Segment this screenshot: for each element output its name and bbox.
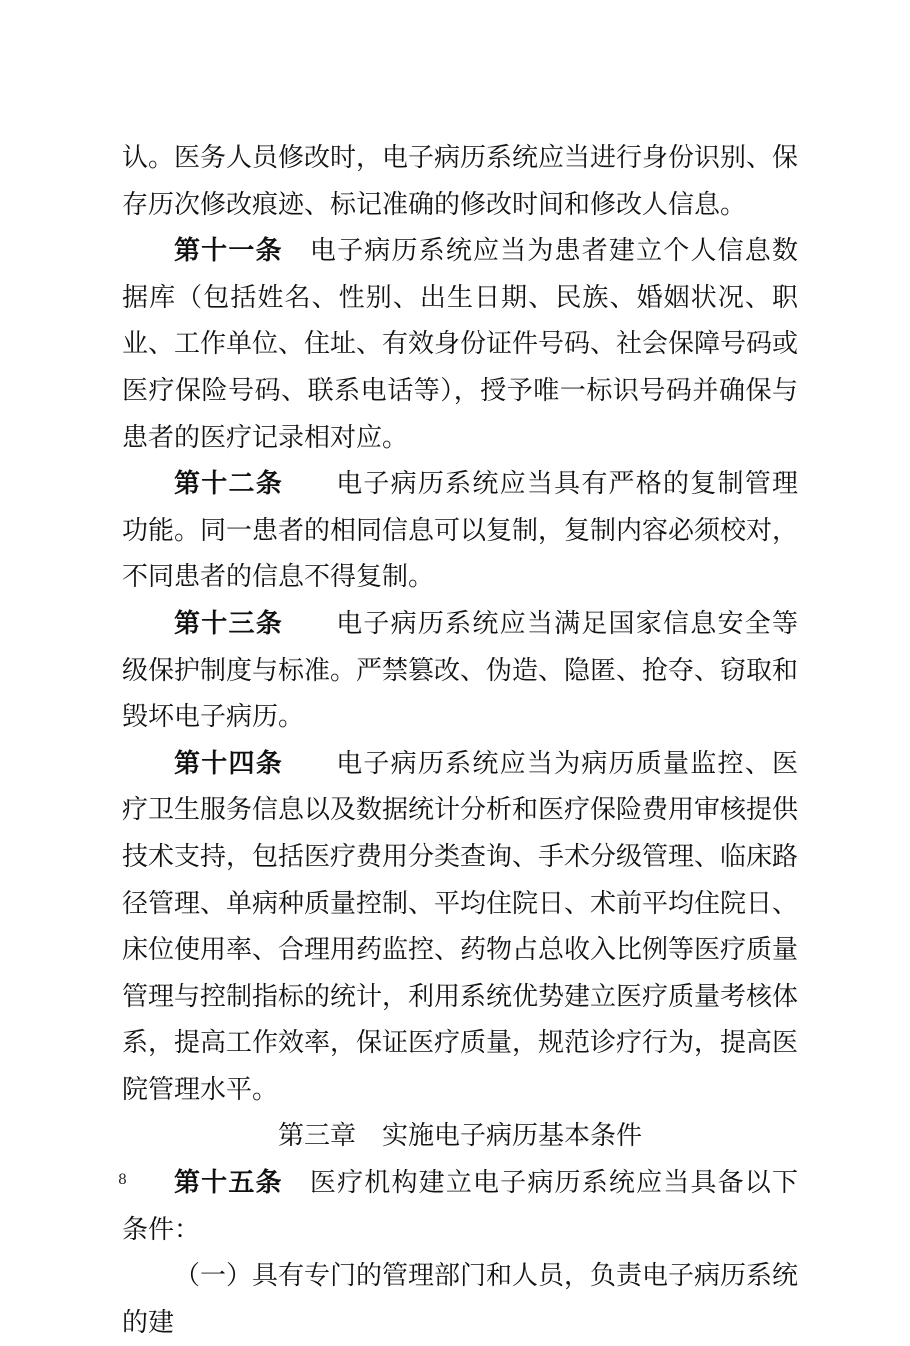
article-15-paragraph bbox=[122, 1160, 798, 1253]
article-12-paragraph bbox=[122, 461, 798, 601]
list-item-1: （一）具有专门的管理部门和人员，负责电子病历系统的建 bbox=[122, 1261, 799, 1338]
article-13-paragraph bbox=[122, 601, 798, 741]
article-number: 第十五条 bbox=[174, 1168, 283, 1199]
article-text: 医疗机构建立电子病历系统应当具备以下条件： bbox=[122, 1168, 798, 1245]
article-number: 第十三条 bbox=[174, 608, 283, 639]
document-body bbox=[122, 135, 798, 1346]
article-number: 第十一条 bbox=[174, 236, 283, 267]
article-number: 第十二条 bbox=[174, 469, 283, 500]
article-text: 电子病历系统应当满足国家信息安全等级保护制度与标准。严禁篡改、伪造、隐匿、抢夺、窃取和毁坏电子病历。 bbox=[122, 608, 799, 733]
page-number: 8 bbox=[118, 1172, 127, 1188]
article-text: 电子病历系统应当为病历质量监控、医疗卫生服务信息以及数据统计分析和医疗保险费用审核提供技术支持，包括医疗费用分类查询、手术分级管理、临床路径管理、单病种质量控制、平均住院日、术前平均住院日、床位使用率、合理用药监控、药物占总收入比例等医疗质量管理与控制指标的统计，利用系统优势建立医疗质量考核体系，提高工作效率，保证医疗质量，规范诊疗行为，提高医院管理水平。 bbox=[122, 748, 799, 1105]
article-11-paragraph bbox=[122, 228, 798, 461]
chapter-heading: 第三章 实施电子病历基本条件 bbox=[277, 1121, 642, 1152]
article-number: 第十四条 bbox=[174, 748, 283, 779]
article-text: 电子病历系统应当为患者建立个人信息数据库（包括姓名、性别、出生日期、民族、婚姻状况、职业、工作单位、住址、有效身份证件号码、社会保障号码或医疗保险号码、联系电话等），授予唯一标识号码并确保与患者的医疗记录相对应。 bbox=[122, 236, 799, 453]
paragraph-text: 认。医务人员修改时，电子病历系统应当进行身份识别、保存历次修改痕迹、标记准确的修改时间和修改人信息。 bbox=[122, 143, 799, 220]
paragraph-continuation bbox=[122, 135, 798, 228]
article-14-paragraph bbox=[122, 741, 798, 1114]
article-text: 电子病历系统应当具有严格的复制管理功能。同一患者的相同信息可以复制，复制内容必须校对，不同患者的信息不得复制。 bbox=[122, 469, 799, 593]
